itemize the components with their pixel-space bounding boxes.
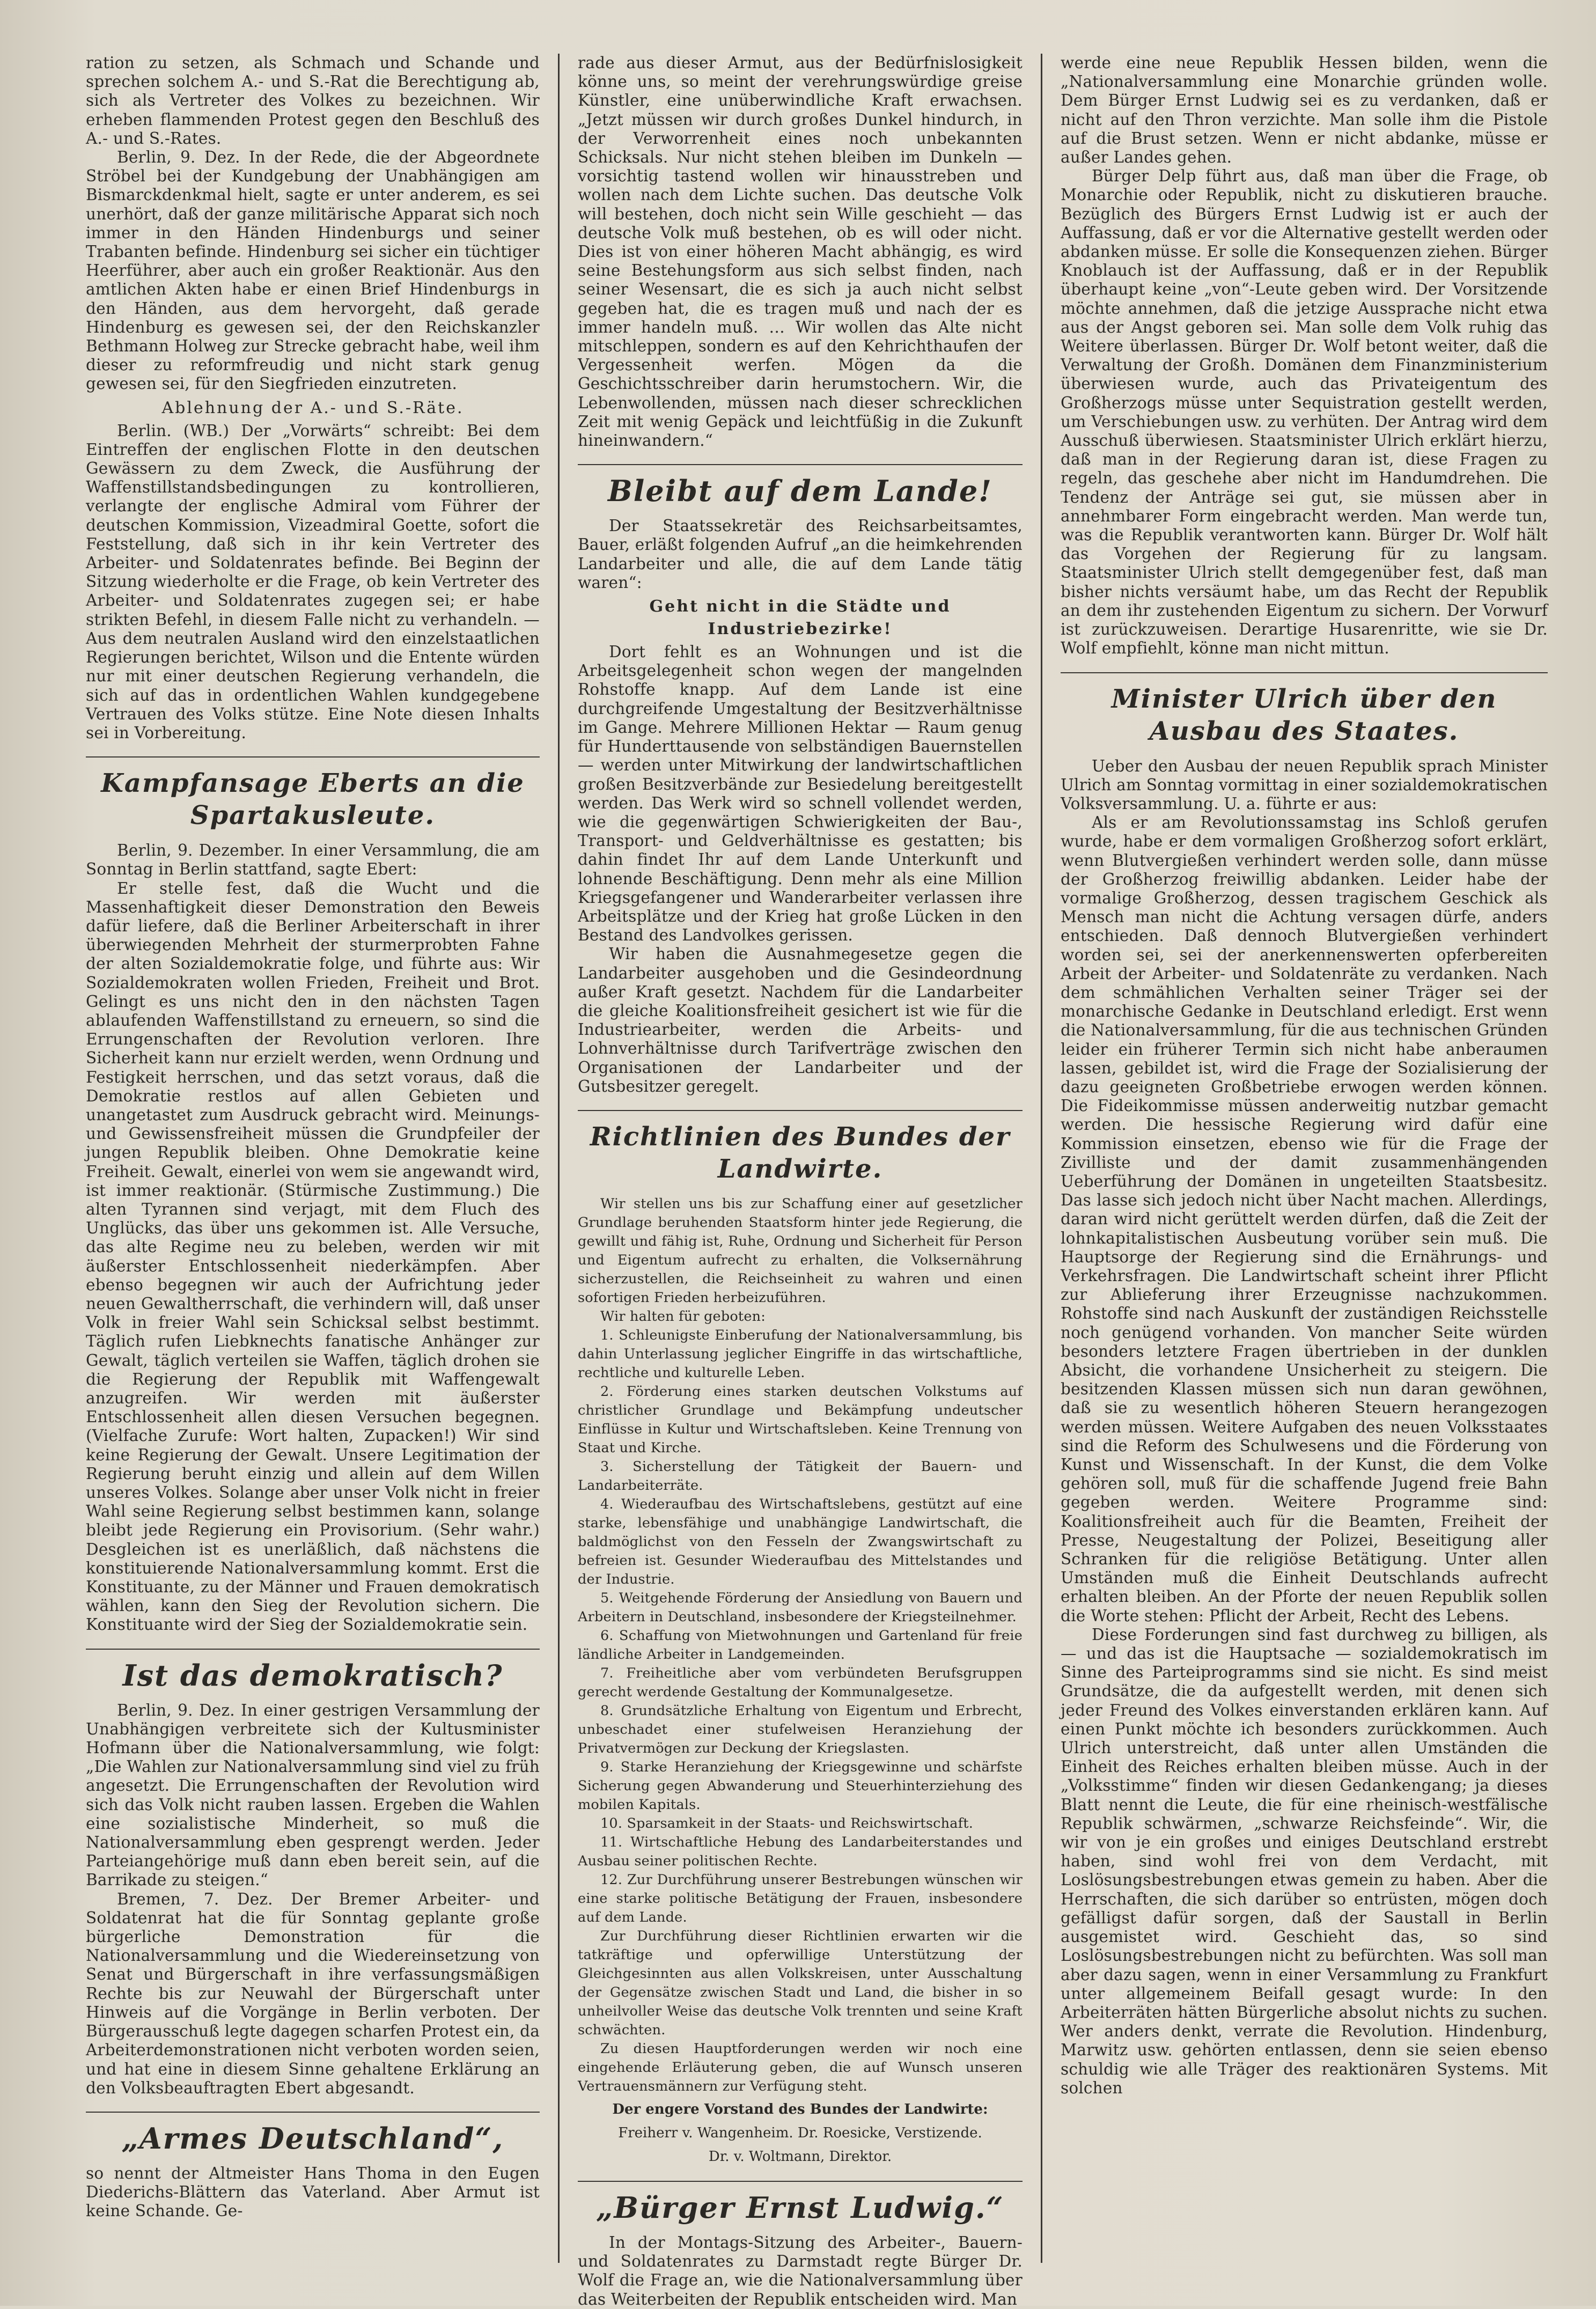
signature-line-2: Freiherr v. Wangenheim. Dr. Roesicke, Verstizende. <box>618 2124 982 2141</box>
paragraph-bleibt-1: Der Staatssekretär des Reichsarbeitsamtes, Bauer, erläßt folgenden Aufruf „an die heimkehrenden Landarbeiter und alle, die auf dem Lande tätig waren“: <box>578 517 1023 592</box>
paragraph-intro: ration zu setzen, als Schmach und Schande und sprechen solchem A.- und S.-Rat die Berechtigung ab, sich als Vertreter des Volkes zu bezeichnen. Wir erheben flammenden Protest gegen den Beschluß des A.- und S.-Rates. <box>86 54 540 148</box>
paragraph-ablehnung: Berlin. (WB.) Der „Vorwärts“ schreibt: Bei dem Eintreffen der englischen Flotte in den deutschen Gewässern zu dem Zweck, die Ausführung der Waffenstillstandsbedingungen zu kontrollieren, verlangte der englische Admiral vom Führer der deutschen Kommission, Vizeadmiral Goette, sofort die Feststellung, daß sich in ihr kein Vertreter des Arbeiter- und Soldatenrates befinde. Bei Beginn der Sitzung wiederholte er die Frage, ob kein Vertreter des Arbeiter- und Soldatenrates zugegen sei; er habe strikten Befehl, in diesem Falle nicht zu verhandeln. — Aus dem neutralen Ausland wird den einzelstaatlichen Regierungen berichtet, Wilson und die Entente würden nur mit einer deutschen Regierung verhandeln, die sich auf das in ordentlichen Wahlen kundgegebene Vertrauen des Volks stütze. Eine Note diesen Inhalts sei in Vorbereitung. <box>86 421 540 742</box>
heading-minister-ulrich: Minister Ulrich über den Ausbau des Staates. <box>1061 672 1548 747</box>
column-2 <box>558 54 1041 2308</box>
list-item: 12. Zur Durchführung unserer Bestrebungen wünschen wir eine starke politische Betätigung der Frauen, insbesondere auf dem Lande. <box>578 1871 1023 1925</box>
list-item: 5. Weitgehende Förderung der Ansiedlung von Bauern und Arbeitern in Deutschland, insbesondere der Kriegsteilnehmer. <box>578 1590 1023 1625</box>
richtlinien-block <box>578 1195 1023 2096</box>
list-item: 4. Wiederaufbau des Wirtschaftslebens, gestützt auf eine starke, lebensfähige und unabhängige Landwirtschaft, die baldmöglichst von den Fesseln der Zwangswirtschaft zu befreien ist. Gesunder Wiederaufbau des Mittelstandes und der Industrie. <box>578 1496 1023 1587</box>
heading-richtlinien: Richtlinien des Bundes der Landwirte. <box>578 1110 1023 1185</box>
paragraph-bleibt-2: Dort fehlt es an Wohnungen und ist die Arbeitsgelegenheit schon wegen der mangelnden Rohstoffe knapp. Auf dem Lande ist eine durchgreifende Umgestaltung der Besitzverhältnisse im Gange. Mehrere Millionen Hektar — Raum genug für Hunderttausende von selbständigen Bauernstellen — werden unter Mitwirkung der landwirtschaftlichen großen Besitzverbände zur Besiedelung bereitgestellt werden. Das Werk wird so schnell vollendet werden, wie die gegenwärtigen Schwierigkeiten der Bau-, Transport- und Geldverhältnisse es gestatten; bis dahin findet Ihr auf dem Lande Unterkunft und lohnende Beschäftigung. Denn mehr als eine Million Kriegsgefangener und Wanderarbeiter verlassen ihre Arbeitsplätze und der Krieg hat große Lücken in den Bestand des Landvolkes gerissen. <box>578 643 1023 945</box>
list-item: 8. Grundsätzliche Erhaltung von Eigentum und Erbrecht, unbeschadet einer stufelweisen Heranziehung der Privatvermögen zur Deckung der Kriegslasten. <box>578 1702 1023 1756</box>
signature-line-3: Dr. v. Woltmann, Direktor. <box>708 2148 892 2165</box>
paragraph-demokratisch-2: Bremen, 7. Dez. Der Bremer Arbeiter- und Soldatenrat hat die für Sonntag geplante große bürgerliche Demonstration für die Nationalversammlung und die Wiedereinsetzung von Senat und Bürgerschaft in ihre verfassungsmäßigen Rechte bis zur Neuwahl der Bürgerschaft unter Hinweis auf die Vorgänge in Berlin verboten. Der Bürgerausschuß legte dagegen scharfen Protest ein, da Arbeiterdemonstrationen nicht verboten worden seien, und hat eine in diesem Sinne gehaltene Erklärung an den Volksbeauftragten Ebert abgesandt. <box>86 1889 540 2097</box>
paragraph-buerger-cont: werde eine neue Republik Hessen bilden, wenn die „Nationalversammlung eine Monarchie gründen wolle. Dem Bürger Ernst Ludwig sei es zu verdanken, daß er nicht auf den Thron verzichte. Man solle ihm die Pistole auf die Brust setzen. Wenn er nicht abdanke, müsse er außer Landes gehen. <box>1061 54 1548 167</box>
paragraph-richtlinien-intro: Wir stellen uns bis zur Schaffung einer auf gesetzlicher Grundlage beruhenden Staatsform hinter jede Regierung, die gewillt und fähig ist, Ruhe, Ordnung und Sicherheit für Person und Eigentum aufrecht zu erhalten, die Volksernährung sicherzustellen, die Reichseinheit zu wahren und einen sofortigen Frieden herbeizuführen. <box>578 1195 1023 1306</box>
list-item: 2. Förderung eines starken deutschen Volkstums auf christlicher Grundlage und Bekämpfung undeutscher Einflüsse in Kultur und Wirtschaftsleben. Keine Trennung von Staat und Kirche. <box>578 1383 1023 1456</box>
list-item: 9. Starke Heranziehung der Kriegsgewinne und schärfste Sicherung gegen Abwanderung und Steuerhinterziehung des mobilen Kapitals. <box>578 1759 1023 1813</box>
list-item: 6. Schaffung von Mietwohnungen und Gartenland für freie ländliche Arbeiter in Landgemeinden. <box>578 1627 1023 1663</box>
paragraph-bleibt-3: Wir haben die Ausnahmegesetze gegen die Landarbeiter ausgehoben und die Gesindeordnung außer Kraft gesetzt. Nachdem für die Landarbeiter die gleiche Koalitionsfreiheit gesichert ist wie für die Industriearbeiter, werden die Arbeits- und Lohnverhältnisse durch Tarifverträge zwischen den Organisationen der Landarbeiter und der Gutsbesitzer geregelt. <box>578 945 1023 1095</box>
signature-line-1: Der engere Vorstand des Bundes der Landwirte: <box>612 2101 988 2117</box>
paragraph-buerger-1: In der Montags-Sitzung des Arbeiter-, Bauern- und Soldatenrates zu Darmstadt regte Bürger Dr. Wolf die Frage an, wie die Nationalversammlung über das Weiterbeiten der Republik entscheiden wird. Man <box>578 2233 1023 2308</box>
paragraph-berlin-stroebel: Berlin, 9. Dez. In der Rede, die der Abgeordnete Ströbel bei der Kundgebung der Unabhängigen am Bismarckdenkmal hielt, sagte er unter anderem, es sei unerhört, daß der ganze militärische Apparat sich noch immer in den Händen Hindenburgs und seiner Trabanten befinde. Hindenburg sei sicher ein tüchtiger Heerführer, aber auch ein großer Reaktionär. Aus den amtlichen Akten habe er einen Brief Hindenburgs in den Händen, aus dem hervorgeht, daß gerade Hindenburg es gewesen sei, der den Reichskanzler Bethmann Holweg zur Strecke gebracht habe, weil ihm dieser zu reformfreudig und nicht stark genug gewesen sei, für den Siegfrieden einzutreten. <box>86 148 540 393</box>
heading-demokratisch: Ist das demokratisch? <box>86 1649 540 1692</box>
list-item: 10. Sparsamkeit in der Staats- und Reichswirtschaft. <box>600 1815 974 1832</box>
paragraph-richtlinien-outro-2: Zu diesen Hauptforderungen werden wir noch eine eingehende Erläuterung geben, die auf Wunsch unseren Vertrauensmännern zur Verfügung steht. <box>578 2040 1023 2094</box>
list-item: 1. Schleunigste Einberufung der Nationalversammlung, bis dahin Unterlassung jeglicher Eingriffe in das wirtschaftliche, rechtliche und kulturelle Leben. <box>578 1327 1023 1381</box>
list-item: 11. Wirtschaftliche Hebung des Landarbeiterstandes und Ausbau seiner politischen Rechte. <box>578 1834 1023 1869</box>
heading-bleibt-auf-dem-lande: Bleibt auf dem Lande! <box>578 464 1023 507</box>
column-3 <box>1041 54 1548 2263</box>
paragraph-ulrich-1: Ueber den Ausbau der neuen Republik sprach Minister Ulrich am Sonntag vormittag in einer sozialdemokratischen Volksversammlung. U. a. führte er aus: <box>1061 756 1548 813</box>
paragraph-kampfansage-1: Berlin, 9. Dezember. In einer Versammlung, die am Sonntag in Berlin stattfand, sagte Ebert: <box>86 841 540 879</box>
paragraph-demokratisch-1: Berlin, 9. Dez. In einer gestrigen Versammlung der Unabhängigen verbreitete sich der Kultusminister Hofmann über die Nationalversammlung, wie folgt: „Die Wahlen zur Nationalversammlung sind viel zu früh angesetzt. Die Errungenschaften der Revolution wird sich das Volk nicht rauben lassen. Ergeben die Wahlen eine sozialistische Minderheit, so muß die Nationalversammlung eben gesprengt werden. Jeder Parteiangehörige muß dann eben bereit sein, auf die Barrikade zu steigen.“ <box>86 1701 540 1889</box>
paragraph-kampfansage-2: Er stelle fest, daß die Wucht und die Massenhaftigkeit dieser Demonstration den Beweis dafür liefere, daß die Berliner Arbeiterschaft in ihrer überwiegenden Mehrheit der sturmerprobten Fahne der alten Sozialdemokratie folge, und führte aus: Wir Sozialdemokraten wollen Frieden, Freiheit und Brot. Gelingt es uns nicht den in den nächsten Tagen ablaufenden Waffenstillstand zu erneuern, so sind die Errungenschaften der Revolution verloren. Ihre Sicherheit kann nur erzielt werden, wenn Ordnung und Festigkeit herrschen, und das setzt voraus, daß die Demokratie restlos auf allen Gebieten und unangetastet zum Ausdruck gebracht wird. Meinungs- und Gewissensfreiheit müssen die Grundpfeiler der jungen Republik bleiben. Ohne Demokratie keine Freiheit. Gewalt, einerlei von wem sie angewandt wird, ist immer reaktionär. (Stürmische Zustimmung.) Die alten Tyrannen sind verjagt, mit dem Fluch des Unglücks, das über uns gekommen ist. Alle Versuche, das alte Regime neu zu beleben, werden wir mit äußerster Entschlossenheit niederkämpfen. Aber ebenso begegnen wir auch der Aufrichtung jeder neuen Gewaltherrschaft, die verhindern will, daß unser Volk in freier Wahl sein Schicksal selbst bestimmt. Täglich rufen Liebknechts fanatische Anhänger zur Gewalt, täglich verteilen sie Waffen, täglich drohen sie die Regierung der Republik mit Waffengewalt anzugreifen. Wir werden mit äußerster Entschlossenheit allen diesen Versuchen begegnen. (Vielfache Zurufe: Wort halten, Zupacken!) Wir sind keine Regierung der Gewalt. Unsere Legitimation der Regierung beruht einzig und allein auf dem Willen unseres Volkes. Solange aber unser Volk nicht in freier Wahl seine Regierung selbst bestimmen kann, solange bleibt jede Regierung ein Provisorium. (Sehr wahr.) Desgleichen ist es unerläßlich, daß nächstens die konstituierende Nationalversammlung kommt. Erst die Konstituante, zu der Männer und Frauen demokratisch wählen, kann den Sieg der Revolution sichern. Die Konstituante wird der Sieg der Sozialdemokratie sein. <box>86 879 540 1634</box>
list-item: 7. Freiheitliche aber vom verbündeten Berufsgruppen gerecht werdende Gestaltung der Kommunalgesetze. <box>578 1665 1023 1700</box>
paragraph-ulrich-3: Diese Forderungen sind fast durchweg zu billigen, als — und das ist die Hauptsache — sozialdemokratisch im Sinne des Parteiprogramms sind sie nicht. Es sind meist Grundsätze, die da aufgestellt werden, mit denen sich jeder Freund des Volkes einverstanden erklären kann. Auf einen Punkt möchte ich besonders zurückkommen. Auch Ulrich unterstreicht, daß unter allen Umständen die Einheit des Reiches erhalten bleiben müsse. Auch in der „Volksstimme“ finden wir diesen Gedankengang; ja dieses Blatt nennt die Leute, die für eine rheinisch-westfälische Republik schwärmen, „schwarze Reichsfeinde“. Wir, die wir von je ein großes und einiges Deutschland erstrebt haben, sind wohl frei von dem Verdacht, mit Loslösungsbestrebungen etwas gemein zu haben. Aber die Herrschaften, die sich darüber so entrüsten, mögen doch gefälligst dafür sorgen, daß der Saustall in Berlin ausgemistet wird. Geschieht das, so sind Loslösungsbestrebungen nicht zu befürchten. Was soll man aber dazu sagen, wenn in einer Versammlung zu Frankfurt unter allgemeinem Beifall gesagt wurde: In den Arbeiterräten hätten Bürgerliche absolut nichts zu suchen. Wer anders denkt, verrate die Revolution. Hindenburg, Marwitz usw. gehörten entlassen, denn sie seien ebenso schuldig wie alle Träger des reaktionären Systems. Mit solchen <box>1061 1625 1548 2097</box>
subheading-richtlinien: Wir halten für geboten: <box>600 1308 766 1325</box>
page-columns <box>86 54 1548 2308</box>
paragraph-ulrich-2: Als er am Revolutionssamstag ins Schloß gerufen wurde, habe er dem vormaligen Großherzog sofort erklärt, wenn Blutvergießen verhindert werden solle, dann müsse der Großherzog freiwillig abdanken. Leider habe der vormalige Großherzog, dessen tragischem Geschick als Mensch man nicht die Achtung versagen dürfe, anders entschieden. Daß dennoch Blutvergießen verhindert worden sei, sei der anerkennenswerten opferbereiten Arbeit der Arbeiter- und Soldatenräte zu verdanken. Nach dem schmählichen Verhalten seiner Träger sei der monarchische Gedanke in Deutschland erledigt. Erst wenn die Nationalversammlung, für die aus technischen Gründen leider ein früherer Termin sich nicht habe anberaumen lassen, gebildet ist, wird die Frage der Sozialisierung der dazu geeigneten Großbetriebe erwogen werden können. Die Fideikommisse müssen anderweitig nutzbar gemacht werden. Die hessische Regierung wird dafür eine Kommission einsetzen, ebenso wie für die Frage der Zivilliste und der damit zusammenhängenden Ueberführung der Domänen in ungeteilten Staatsbesitz. Das lasse sich jedoch nicht über Nacht machen. Allerdings, daran wird nicht gerüttelt werden dürfen, daß die Zeit der lohnkapitalistischen Ausbeutung vorüber sein muß. Die Hauptsorge der Regierung sind die Ernährungs- und Verkehrsfragen. Die Landwirtschaft scheint ihrer Pflicht zur Ablieferung ihrer Erzeugnisse nachzukommen. Rohstoffe sind nach Auskunft der zuständigen Reichsstelle noch genügend vorhanden. Von mancher Seite würden besonders letztere Fragen übertrieben in der dunklen Absicht, die vorhandene Unsicherheit zu steigern. Die besitzenden Klassen müssen sich nun daran gewöhnen, daß sie zu wesentlich höheren Steuern herangezogen werden müssen. Weitere Aufgaben des neuen Volksstaates sind die Reform des Schulwesens und die Förderung von Kunst und Wissenschaft. In der Kunst, die dem Volke gehören soll, muß für die schaffende Jugend freie Bahn gegeben werden. Weitere Programme sind: Koalitionsfreiheit auch für die Beamten, Freiheit der Presse, Neugestaltung der Polizei, Beseitigung aller Schranken für die religiöse Betätigung. Unter allen Umständen muß die Einheit Deutschlands aufrecht erhalten bleiben. An der Pforte der neuen Republik sollen die Worte stehen: Pflicht der Arbeit, Recht des Lebens. <box>1061 813 1548 1625</box>
subheading-ablehnung: Ablehnung der A.- und S.-Räte. <box>161 398 464 417</box>
paragraph-armes-cont: rade aus dieser Armut, aus der Bedürfnislosigkeit könne uns, so meint der verehrungswürdige greise Künstler, eine unüberwindliche Kraft erwachsen. „Jetzt müssen wir durch großes Dunkel hindurch, in der Verworrenheit eines noch unbekannten Schicksals. Nur nicht stehen bleiben im Dunkeln — vorsichtig tastend wollen wir hinausstreben und wollen nach dem Lichte suchen. Das deutsche Volk will bestehen, doch nicht sein Wille geschieht — das deutsche Volk muß bestehen, ob es will oder nicht. Dies ist von einer höheren Macht abhängig, es wird seine Bestehungsform aus sich selbst finden, nach seiner Wesensart, die es sich ja auch nicht selbst gegeben hat, die es tragen muß und nach der es immer handeln muß. … Wir wollen das Alte nicht mitschleppen, sondern es auf den Kehrichthaufen der Vergessenheit werfen. Mögen da die Geschichtsschreiber darin herumstochern. Wir, die Lebenwollenden, müssen nach dieser schrecklichen Zeit mit wenig Gepäck und leichtfüßig in die Zukunft hineinwandern.“ <box>578 54 1023 450</box>
heading-armes-deutschland: „Armes Deutschland“, <box>86 2112 540 2154</box>
paragraph-richtlinien-outro-1: Zur Durchführung dieser Richtlinien erwarten wir die tatkräftige und opferwillige Unterstützung der Gleichgesinnten aus allen Volkskreisen, unter Ausschaltung der Gegensätze zwischen Stadt und Land, die bisher in so unheilvoller Weise das deutsche Volk trennten und seine Kraft schwächten. <box>578 1928 1023 2038</box>
column-1 <box>86 54 558 2263</box>
heading-kampfansage: Kampfansage Eberts an die Spartakusleute. <box>86 756 540 832</box>
subheading-bleibt: Geht nicht in die Städte und Industriebezirke! <box>649 597 951 639</box>
paragraph-buerger-2: Bürger Delp führt aus, daß man über die Frage, ob Monarchie oder Republik, nicht zu diskutieren brauche. Bezüglich des Bürgers Ernst Ludwig ist er auch der Auffassung, daß er vor die Alternative gestellt werden oder abdanken müsse. Er solle die Konsequenzen ziehen. Bürger Knoblauch ist der Auffassung, daß er in der Republik überhaupt keine „von“-Leute geben wird. Der Vorsitzende möchte annehmen, daß die jetzige Aussprache nicht etwa aus der Angst geboren sei. Man solle dem Volk ruhig das Weitere überlassen. Bürger Dr. Wolf betont weiter, daß die Verwaltung der Großh. Domänen dem Finanzministerium überwiesen wurde, auch das Privateigentum des Großherzogs müsse unter Sequistration gestellt werden, um Verschiebungen usw. zu verhüten. Der Antrag wird dem Ausschuß überwiesen. Staatsminister Ulrich erklärt hierzu, daß man in der Regierung daran ist, diese Fragen zu regeln, das geschehe aber nicht im Handumdrehen. Die Tendenz der Anträge sei gut, sie müssen aber in annehmbarer Form eingebracht werden. Man werde tun, was die Republik verantworten kann. Bürger Dr. Wolf hält das Vorgehen der Regierung für zu langsam. Staatsminister Ulrich stellt demgegenüber fest, daß man bisher nichts versäumt habe, um das Recht der Republik an dem ihr zustehenden Eigentum zu sichern. Der Vorwurf ist zurückzuweisen. Derartige Husarenritte, wie sie Dr. Wolf empfiehlt, könne man nicht mittun. <box>1061 167 1548 658</box>
heading-buerger-ernst-ludwig: „Bürger Ernst Ludwig.“ <box>578 2181 1023 2224</box>
paragraph-armes-1: so nennt der Altmeister Hans Thoma in den Eugen Diederichs-Blättern das Vaterland. Aber Armut ist keine Schande. Ge- <box>86 2164 540 2220</box>
list-item: 3. Sicherstellung der Tätigkeit der Bauern- und Landarbeiterräte. <box>578 1458 1023 1494</box>
